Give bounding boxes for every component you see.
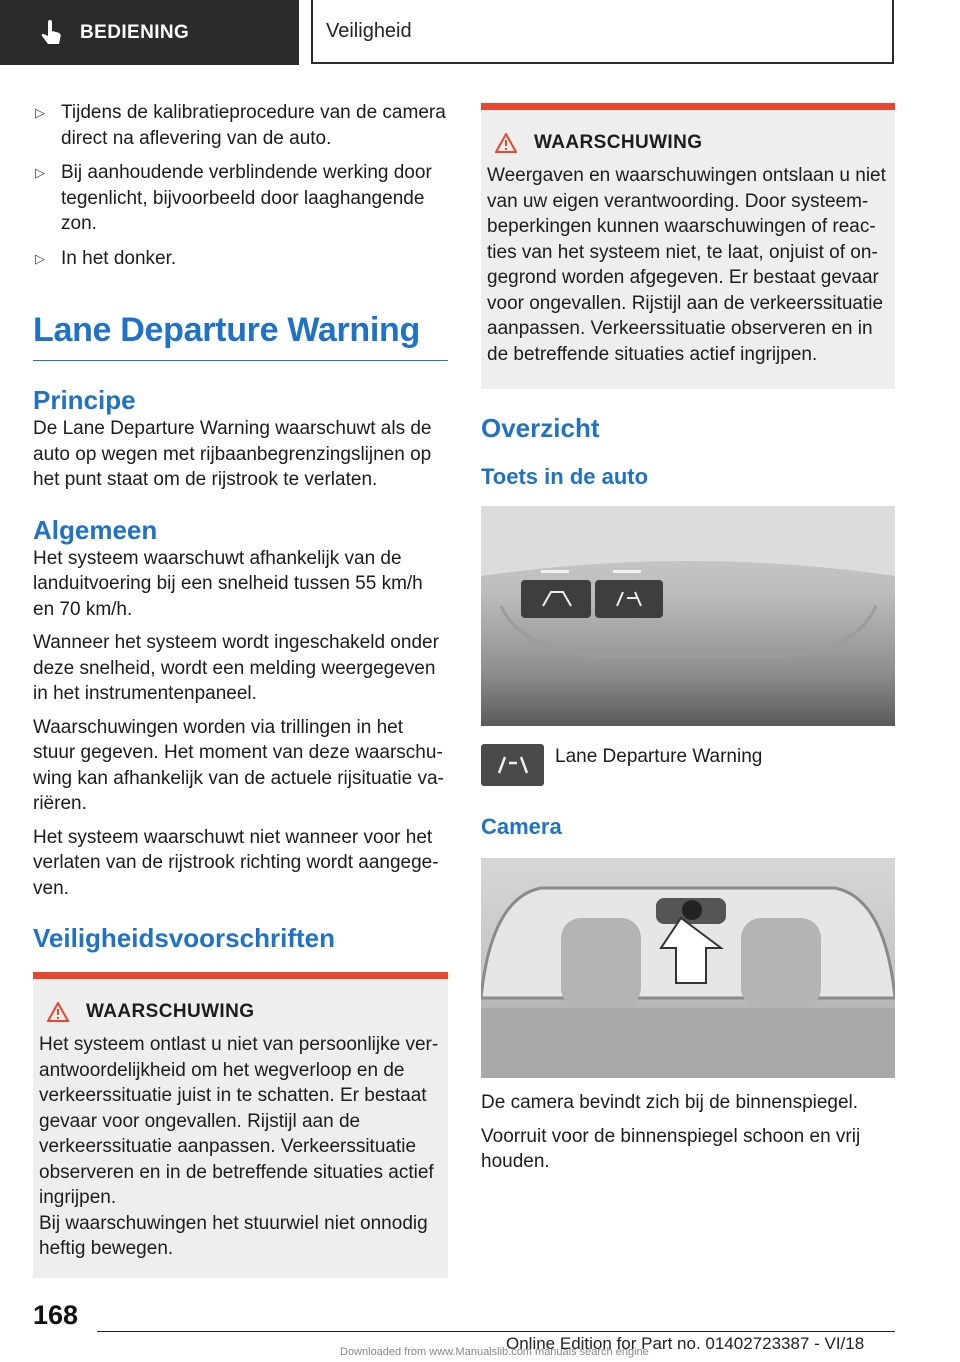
algemeen-paragraph: Wanneer het systeem wordt ingeschakeld onder deze snelheid, wordt een melding weergegeven in het instrumentenpaneel. (33, 632, 439, 704)
bullet-list (33, 100, 448, 271)
principe-text: De Lane Departure Warning waarschuwt als de auto op wegen met rijbaanbegrenzingslijnen op het punt staat om de rijstrook te verlaten. (33, 418, 432, 490)
camera-paragraph: Voorruit voor de binnenspiegel schoon en vrij houden. (481, 1125, 861, 1172)
lane-departure-button-icon (481, 744, 544, 786)
algemeen-paragraph: Waarschuwingen worden via trillingen in het stuur gegeven. Het moment van deze waarschuwing kan afhankelijk van de actuele rijsituatie variëren. (33, 716, 444, 814)
footer-divider (97, 1331, 895, 1332)
warning-text: Weergaven en waarschuwingen ontslaan u niet van uw eigen verantwoording. Door systeembeperkingen kunnen waarschuwingen of reacties van het systeem niet, te laat, onjuist of ongegrond worden afgegeven. Er bestaat gevaar voor ongevallen. Rijstijl aan de verkeerssituatie aanpassen. Verkeerssituatie observeren en in de betreffende situaties actief ingrijpen. (487, 165, 886, 365)
section-header (311, 0, 894, 64)
warning-title: WAARSCHUWING (39, 1001, 440, 1023)
camera-paragraph: De camera bevindt zich bij de binnenspiegel. (481, 1092, 859, 1113)
list-item: ▷ Bij aanhoudende verblindende werking door tegenlicht, bijvoorbeeld door laaghangende zon. (35, 162, 432, 234)
heading-veiligheidsvoorschriften: Veiligheidsvoorschriften (33, 923, 335, 953)
watermark: Downloaded from www.Manualslib.com manuals search engine (340, 1346, 649, 1358)
algemeen-paragraph: Het systeem waarschuwt niet wanneer voor het verlaten van de rijstrook richting wordt aangegeven. (33, 826, 439, 899)
heading-principe: Principe (33, 385, 136, 415)
page-title: Lane Departure Warning (33, 311, 448, 361)
algemeen-paragraph: Het systeem waarschuwt afhankelijk van de landuitvoering bij een snelheid tussen 55 km/h en 70 km/h. (33, 547, 423, 620)
warning-text: Bij waarschuwingen het stuurwiel niet onnodig heftig bewegen. (39, 1212, 428, 1259)
triangle-bullet-icon: ▷ (35, 165, 45, 180)
edition-note: Online Edition for Part no. 01402723387 - VI/18 (506, 1334, 865, 1353)
right-column (481, 103, 895, 1175)
warning-box (33, 972, 448, 1278)
chapter-label: BEDIENING (80, 21, 190, 43)
warning-triangle-icon (495, 133, 517, 153)
warning-title: WAARSCHUWING (487, 132, 887, 154)
heading-algemeen: Algemeen (33, 514, 158, 545)
triangle-bullet-icon: ▷ (35, 105, 45, 120)
chapter-tab (0, 0, 299, 65)
warning-triangle-icon (47, 1002, 69, 1022)
left-column (33, 100, 448, 1278)
warning-text: Het systeem ontlast u niet van persoonlijke verantwoordelijkheid om het wegverloop en de verkeerssituatie juist in te schatten. Er bestaat gevaar voor ongevallen. Rijstijl aan de verkeerssituatie aanpassen. Verkeerssituatie observeren en in de betreffende situaties actief ingrijpen. (39, 1034, 439, 1208)
camera-photo (481, 858, 895, 1078)
heading-camera: Camera (481, 814, 562, 839)
button-legend (481, 744, 895, 786)
triangle-bullet-icon: ▷ (35, 250, 45, 266)
button-caption: Lane Departure Warning (555, 746, 763, 767)
console-button-photo (481, 506, 895, 726)
heading-overzicht: Overzicht (481, 413, 600, 443)
heading-toets: Toets in de auto (481, 464, 649, 489)
section-title: Veiligheid (326, 19, 412, 42)
warning-box (481, 103, 895, 389)
page-number: 168 (33, 1300, 79, 1330)
list-item: ▷ In het donker. (33, 246, 448, 272)
hand-pointer-icon (40, 20, 64, 46)
list-item: ▷ Tijdens de kalibratieprocedure van de camera direct na aflevering van de auto. (35, 102, 446, 149)
